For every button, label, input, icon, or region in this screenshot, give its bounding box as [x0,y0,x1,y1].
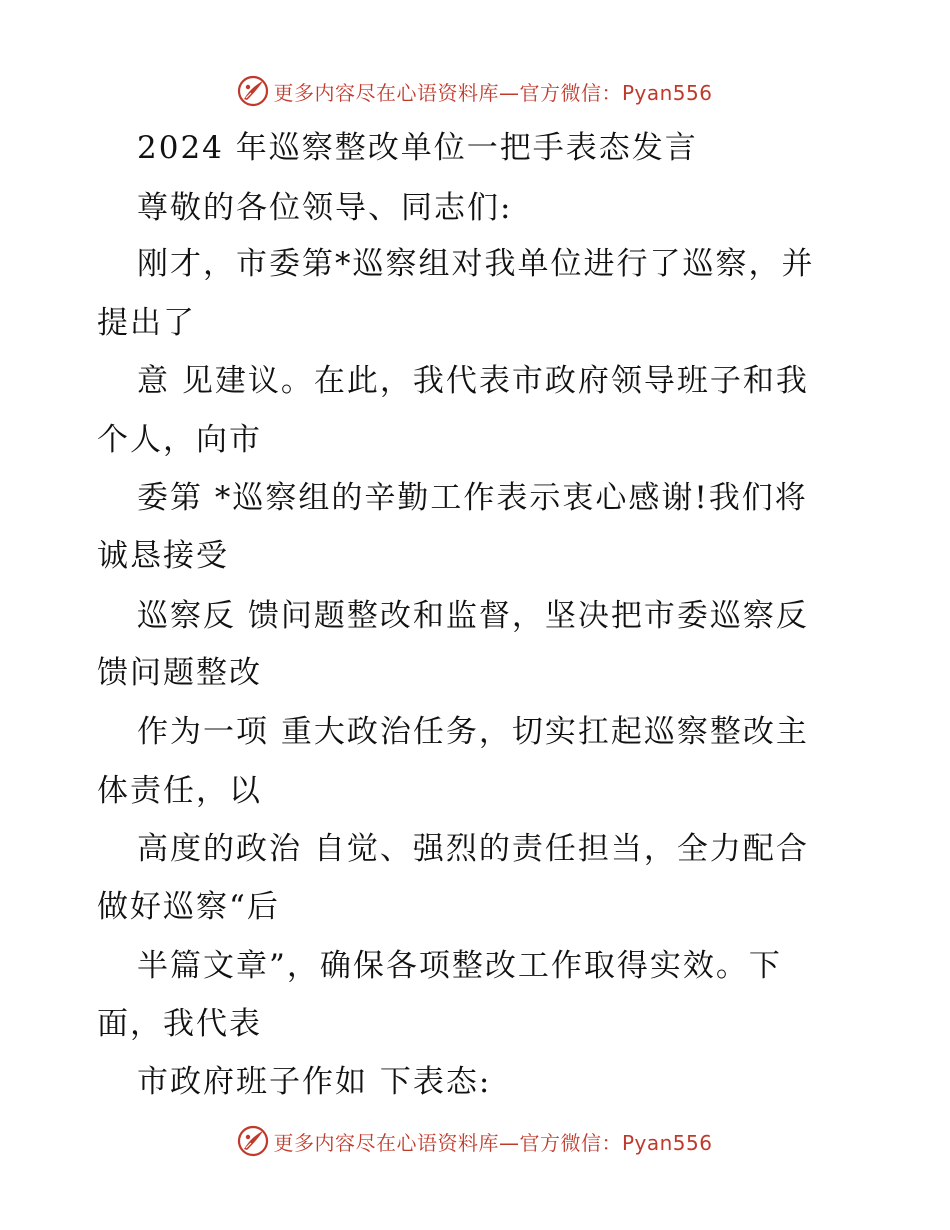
watermark-text: 更多内容尽在心语资料库—官方微信：Pyan556 [273,80,713,105]
paragraph-line: 委第 *巡察组的辛勤工作表示衷心感谢!我们将 [137,480,808,516]
paragraph-line: 提出了 [97,305,196,341]
document-title: 2024 年巡察整改单位一把手表态发言 [137,130,698,166]
paragraph-line: 做好巡察“后 [97,889,280,925]
paragraph-line: 市政府班子作如 下表态: [137,1064,492,1100]
paragraph-line: 作为一项 重大政治任务，切实扛起巡察整改主 [137,714,809,750]
footer-watermark-banner [0,1121,950,1161]
paragraph-line: 意 见建议。在此，我代表市政府领导班子和我 [137,363,809,399]
paragraph-line: 高度的政治 自觉、强烈的责任担当，全力配合 [137,831,809,867]
paragraph-line: 馈问题整改 [97,655,262,691]
paragraph-line: 半篇文章”，确保各项整改工作取得实效。下 [137,948,782,984]
paragraph-line: 刚才，市委第*巡察组对我单位进行了巡察，并 [137,246,815,282]
watermark-text: 更多内容尽在心语资料库—官方微信：Pyan556 [273,1130,713,1155]
paragraph-line: 诚恳接受 [97,538,229,574]
paragraph-line: 个人，向市 [97,422,262,458]
paragraph-line: 体责任，以 [97,773,262,809]
paragraph-line: 巡察反 馈问题整改和监督，坚决把市委巡察反 [137,598,809,634]
paragraph-line: 面，我代表 [97,1006,262,1042]
paragraph-line: 尊敬的各位领导、同志们: [137,190,513,226]
quill-seal-icon [237,1125,269,1157]
